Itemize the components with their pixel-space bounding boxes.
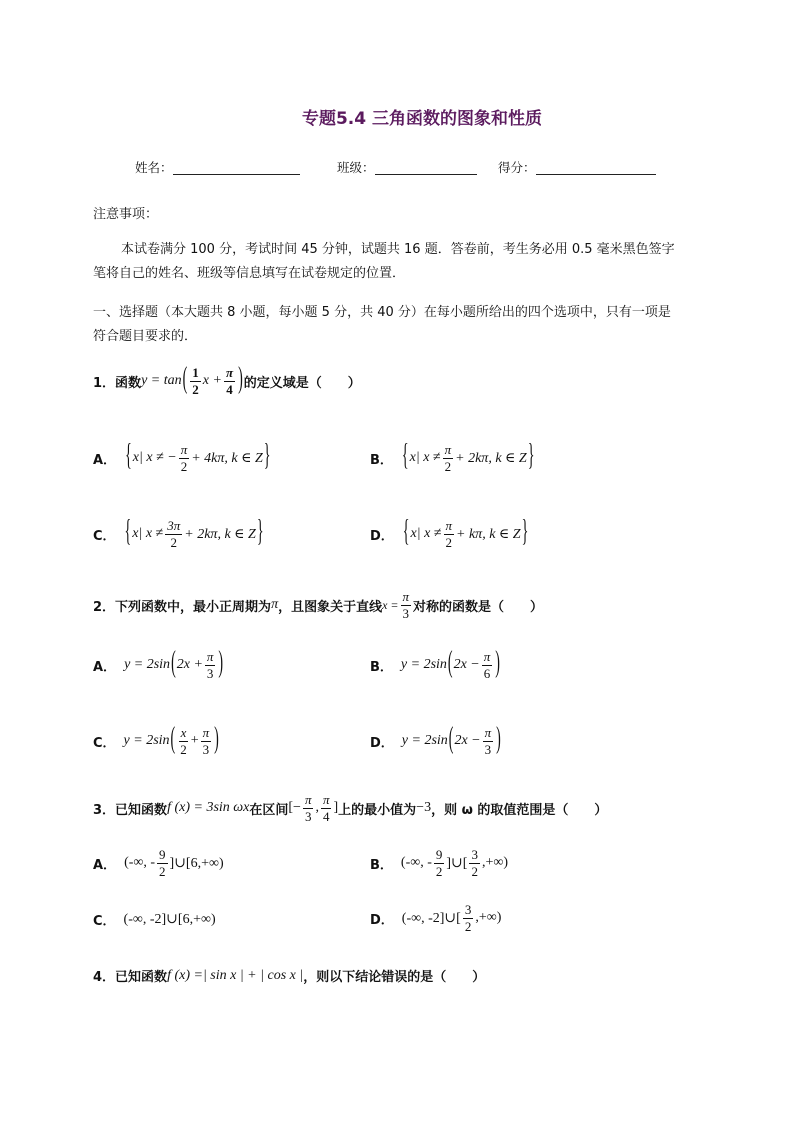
option-b-fraction: $\frac{\pi}{2}$ <box>444 442 452 474</box>
option-c-x-fraction: $\frac{x}{2}$ <box>180 725 187 757</box>
option-c-pre: x| x ≠ <box>132 526 164 542</box>
left-brace: { <box>125 440 132 474</box>
question-4-number: 4． <box>93 970 116 985</box>
option-c-fraction: $\frac{\pi}{3}$ <box>202 725 210 757</box>
q2-option-c[interactable] <box>93 723 220 757</box>
option-label: A． <box>93 857 117 873</box>
option-d-pre: y = 2sin <box>401 733 448 749</box>
question-1-suffix: 的定义域是（ ） <box>243 375 361 391</box>
option-a-pre: y = 2sin <box>124 657 171 673</box>
q2-option-a[interactable] <box>93 647 224 681</box>
left-paren: ( <box>182 363 188 397</box>
question-3-suffix: ，则 ω 的取值范围是（ ） <box>431 802 608 818</box>
notice-line-2: 笔将自己的姓名、班级等信息填写在试卷规定的位置． <box>93 266 406 281</box>
option-b-mid: ]∪[ <box>446 855 468 871</box>
name-field-row <box>135 158 300 176</box>
name-label: 姓名： <box>135 160 173 175</box>
half-fraction: $\frac{1}{2}$ <box>192 365 199 397</box>
left-brace: { <box>124 516 132 550</box>
question-4 <box>93 966 485 985</box>
right-paren: ) <box>496 723 501 757</box>
option-label: B． <box>370 452 393 468</box>
pi-over-four-fraction: $\frac{\pi}{4}$ <box>225 365 234 397</box>
option-c-op: + <box>190 733 199 749</box>
right-paren: ) <box>218 647 224 681</box>
question-1-number: 1． <box>93 375 116 391</box>
question-3-function: f (x) = 3sin ωx <box>167 800 250 816</box>
line-fraction: $\frac{\pi}{3}$ <box>402 589 410 621</box>
option-a-fraction: $\frac{\pi}{2}$ <box>180 442 188 474</box>
option-label: D． <box>370 528 394 544</box>
option-d-post: + kπ, k ∈ Z <box>456 526 521 542</box>
question-2-prefix: 下列函数中，最小正周期为 <box>115 599 272 615</box>
notice-heading: 注意事项： <box>93 207 159 222</box>
right-brace: } <box>263 440 271 474</box>
question-1-prefix: 函数 <box>115 375 142 391</box>
interval-open: [− <box>288 800 301 816</box>
section-heading-line-2: 符合题目要求的． <box>93 329 198 344</box>
x-equals: x = <box>382 597 399 612</box>
question-4-function: f (x) =| sin x | + | cos x | <box>167 967 304 983</box>
option-b-pre: (-∞, - <box>400 855 432 871</box>
q3-option-d[interactable] <box>370 903 501 933</box>
question-1-function: y = tan <box>141 373 182 389</box>
notice-line-1: 本试卷满分 100 分，考试时间 45 分钟，试题共 16 题．答卷前，考生务必用 0.5 毫米黑色签字 <box>121 242 675 257</box>
right-brace: } <box>256 516 264 550</box>
question-1 <box>93 363 361 397</box>
left-brace: { <box>401 440 409 474</box>
option-a-fraction: $\frac{9}{2}$ <box>159 847 166 879</box>
q3-option-a[interactable] <box>93 848 224 878</box>
section-heading-line-1: 一、选择题（本大题共 8 小题，每小题 5 分，共 40 分）在每小题所给出的四个选项中，只有一项是 <box>93 305 671 320</box>
option-c-post: + 2kπ, k ∈ Z <box>184 526 256 542</box>
option-b-fraction: $\frac{9}{2}$ <box>435 847 443 879</box>
right-brace: } <box>521 516 529 550</box>
question-2-mid: ，且图象关于直线 <box>278 599 383 615</box>
left-paren: ( <box>448 723 454 757</box>
q3-option-c[interactable] <box>93 910 216 929</box>
left-paren: ( <box>170 723 176 757</box>
option-label: A． <box>93 452 117 468</box>
option-d-inner: 2x − <box>454 733 481 749</box>
option-a-post: ]∪[6,+∞) <box>169 855 224 871</box>
interval-close: ] <box>333 800 339 816</box>
right-brace: } <box>527 440 535 474</box>
left-brace: { <box>402 516 410 550</box>
class-input-line[interactable] <box>375 160 477 175</box>
option-b-fraction-2: $\frac{3}{2}$ <box>471 847 478 879</box>
option-b-pre: x| x ≠ <box>409 450 441 466</box>
question-3-number: 3． <box>93 802 116 818</box>
page-title: 专题5.4 三角函数的图象和性质 <box>301 109 543 129</box>
left-paren: ( <box>447 647 453 681</box>
score-field-row <box>498 158 656 176</box>
name-input-line[interactable] <box>173 160 300 175</box>
left-paren: ( <box>171 647 176 681</box>
question-4-suffix: ，则以下结论错误的是（ ） <box>303 970 486 985</box>
option-d-pre: (-∞, -2]∪[ <box>401 910 461 926</box>
option-label: C． <box>93 735 116 751</box>
option-b-post: ,+∞) <box>481 855 508 871</box>
option-label: D． <box>370 912 394 928</box>
q1-option-b[interactable] <box>370 440 535 474</box>
option-c-text: (-∞, -2]∪[6,+∞) <box>123 912 216 927</box>
option-d-fraction: $\frac{\pi}{2}$ <box>445 518 453 550</box>
right-paren: ) <box>214 723 219 757</box>
option-a-inner: 2x + <box>176 657 203 673</box>
q1-option-c[interactable] <box>93 516 265 550</box>
period-pi: π <box>271 597 279 613</box>
q1-option-d[interactable] <box>370 516 529 550</box>
option-c-pre: y = 2sin <box>123 733 170 749</box>
option-b-pre: y = 2sin <box>400 657 447 673</box>
option-a-post: + 4kπ, k ∈ Z <box>191 450 263 466</box>
interval-comma: , <box>315 800 319 816</box>
q2-option-d[interactable] <box>370 723 502 757</box>
minimum-value: −3 <box>416 800 432 816</box>
option-a-fraction: $\frac{\pi}{3}$ <box>206 649 214 681</box>
option-d-post: ,+∞) <box>475 910 502 926</box>
q3-option-b[interactable] <box>370 848 508 878</box>
interval-left-fraction: $\frac{\pi}{3}$ <box>304 792 312 824</box>
option-a-pre: x| x ≠ − <box>132 450 177 466</box>
class-label: 班级： <box>337 160 375 175</box>
question-2 <box>93 590 543 620</box>
x-term: x + <box>202 373 222 389</box>
option-b-fraction: $\frac{\pi}{6}$ <box>483 649 491 681</box>
question-4-prefix: 已知函数 <box>115 970 168 985</box>
right-paren: ) <box>495 647 500 681</box>
right-paren: ) <box>238 363 243 397</box>
question-3-mid2: 上的最小值为 <box>338 802 417 818</box>
option-d-fraction: $\frac{3}{2}$ <box>464 902 472 934</box>
option-b-inner: 2x − <box>453 657 480 673</box>
option-label: C． <box>93 528 116 544</box>
q2-option-b[interactable] <box>370 647 501 681</box>
option-d-pre: x| x ≠ <box>410 526 442 542</box>
question-3-mid1: 在区间 <box>249 802 289 818</box>
q1-option-a[interactable] <box>93 440 272 474</box>
interval-right-fraction: $\frac{\pi}{4}$ <box>322 792 330 824</box>
question-3 <box>93 793 607 823</box>
score-input-line[interactable] <box>536 160 656 175</box>
question-2-suffix: 对称的函数是（ ） <box>413 599 544 615</box>
option-label: A． <box>93 659 117 675</box>
score-label: 得分： <box>498 160 536 175</box>
question-2-number: 2． <box>93 599 116 615</box>
option-label: B． <box>370 857 393 873</box>
option-b-post: + 2kπ, k ∈ Z <box>455 450 527 466</box>
option-label: D． <box>370 735 394 751</box>
option-label: C． <box>93 914 116 929</box>
option-d-fraction: $\frac{\pi}{3}$ <box>484 725 492 757</box>
question-3-prefix: 已知函数 <box>115 802 168 818</box>
option-a-pre: (-∞, - <box>124 855 156 871</box>
class-field-row <box>337 158 477 176</box>
option-label: B． <box>370 659 393 675</box>
option-c-fraction: $\frac{3\pi}{2}$ <box>167 518 181 550</box>
